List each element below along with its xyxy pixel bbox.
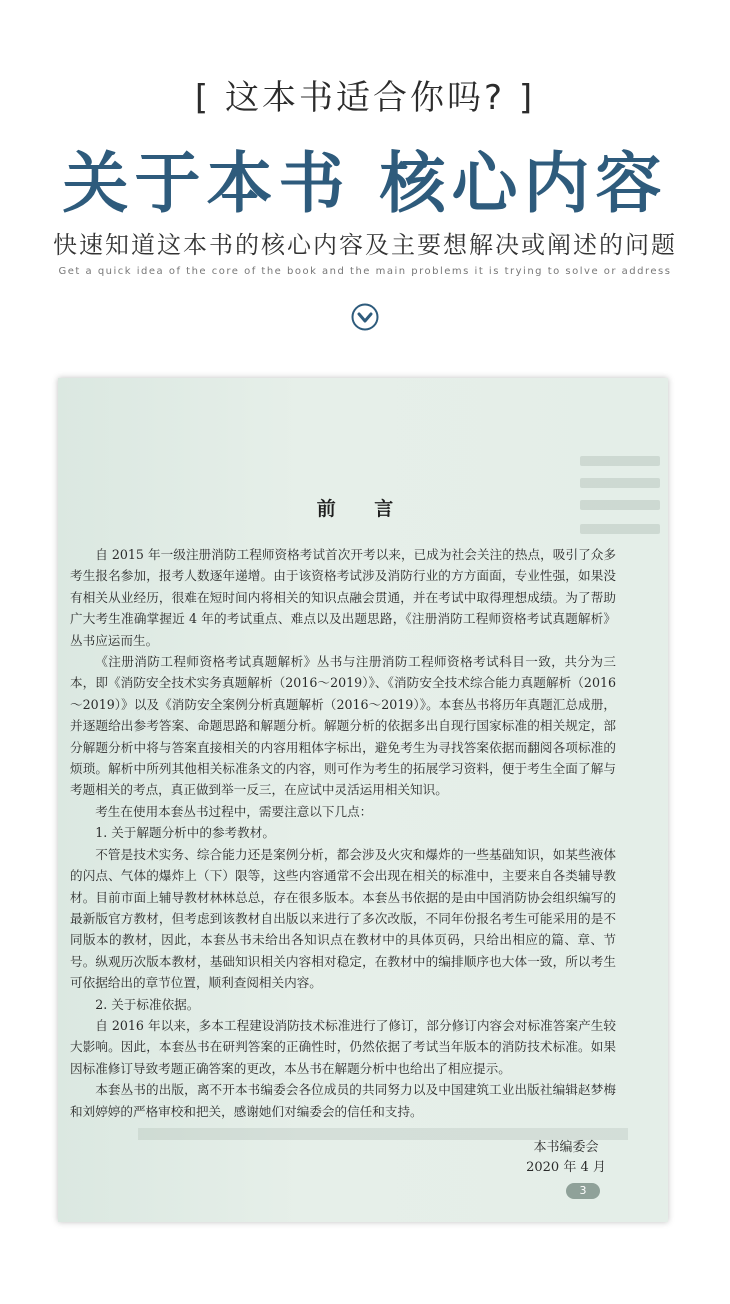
paragraph: 2. 关于标准依据。 (95, 996, 200, 1012)
page-number-badge: 3 (566, 1183, 600, 1199)
paragraph: 考生在使用本套丛书过程中，需要注意以下几点： (95, 803, 373, 819)
paragraph: 本套丛书的出版，离不开本书编委会各位成员的共同努力以及中国建筑工业出版社编辑赵梦梅和刘婷婷的严格审校和把关，感谢她们对编委会的信任和支持。 (70, 1082, 616, 1119)
signature: 本书编委会 (533, 1140, 599, 1155)
paragraph: 不管是技术实务、综合能力还是案例分析，都会涉及火灾和爆炸的一些基础知识，如某些液体的闪点、气体的爆炸上（下）限等，这些内容通常不会出现在相关的标准中，主要来自各类辅导教材。目前市面上辅导教材林林总总，存在很多版本。本套丛书依据的是由中国消防协会组织编写的最新版官方教材，但考虑到该教材自出版以来进行了多次改版，不同年份报名考生可能采用的是不同版本的教材，因此，本套丛书未给出各知识点在教材中的具体页码，只给出相应的篇、章、节号。纵观历次版本教材，基础知识相关内容相对稳定，在教材中的编排顺序也大体一致，所以考生可依据给出的章节位置，顺利查阅相关内容。 (70, 846, 616, 991)
chevron-down-circle-icon (351, 303, 379, 331)
bleed-through-mark (580, 456, 660, 466)
main-title: 关于本书 核心内容 (62, 144, 668, 222)
preface-body (70, 544, 616, 1122)
paragraph: 《注册消防工程师资格考试真题解析》丛书与注册消防工程师资格考试科目一致，共分为三本，即《消防安全技术实务真题解析（2016～2019）》、《消防安全技术综合能力真题解析（2016～2019）》以及《消防安全案例分析真题解析（2016～2019）》。本套丛书将历年真题汇总成册，并逐题给出参考答案、命题思路和解题分析。解题分析的依据多出自现行国家标准的相关规定，部分解题分析中将与答案直接相关的内容用粗体字标出，避免考生为寻找答案依据而翻阅各项标准的烦琐。解析中所列其他相关标准条文的内容，则可作为考生的拓展学习资料，便于考生全面了解与考题相关的考点，真正做到举一反三，在应试中灵活运用相关知识。 (70, 654, 616, 798)
paragraph: 自 2015 年一级注册消防工程师资格考试首次开考以来，已成为社会关注的热点，吸引了众多考生报名参加，报考人数逐年递增。由于该资格考试涉及消防行业的方方面面，专业性强，如果没有相关从业经历，很难在短时间内将相关的知识点融会贯通，并在考试中取得理想成绩。为了帮助广大考生准确掌握近 4 年的考试重点、难点以及出题思路，《注册消防工程师资格考试真题解析》丛书应运而生。 (70, 547, 616, 648)
subtitle-chinese: 快速知道这本书的核心内容及主要想解决或阐述的问题 (53, 231, 677, 259)
kicker-heading: [ 这本书适合你吗? ] (194, 78, 536, 118)
header (0, 0, 730, 360)
date: 2020 年 4 月 (526, 1160, 606, 1175)
subtitle-english: Get a quick idea of the core of the book and the main problems it is trying to solve or address (58, 266, 672, 277)
page-title: 前 言 (316, 498, 410, 520)
book-page-photo (58, 378, 668, 1222)
bleed-through-mark (580, 478, 660, 488)
paragraph: 1. 关于解题分析中的参考教材。 (95, 825, 275, 841)
paragraph: 自 2016 年以来，多本工程建设消防技术标准进行了修订，部分修订内容会对标准答案产生较大影响。因此，本套丛书在研判答案的正确性时，仍然依据了考试当年版本的消防技术标准。如果因标准修订导致考题正确答案的更改，本丛书在解题分析中也给出了相应提示。 (70, 1017, 616, 1076)
bleed-through-mark (580, 524, 660, 534)
